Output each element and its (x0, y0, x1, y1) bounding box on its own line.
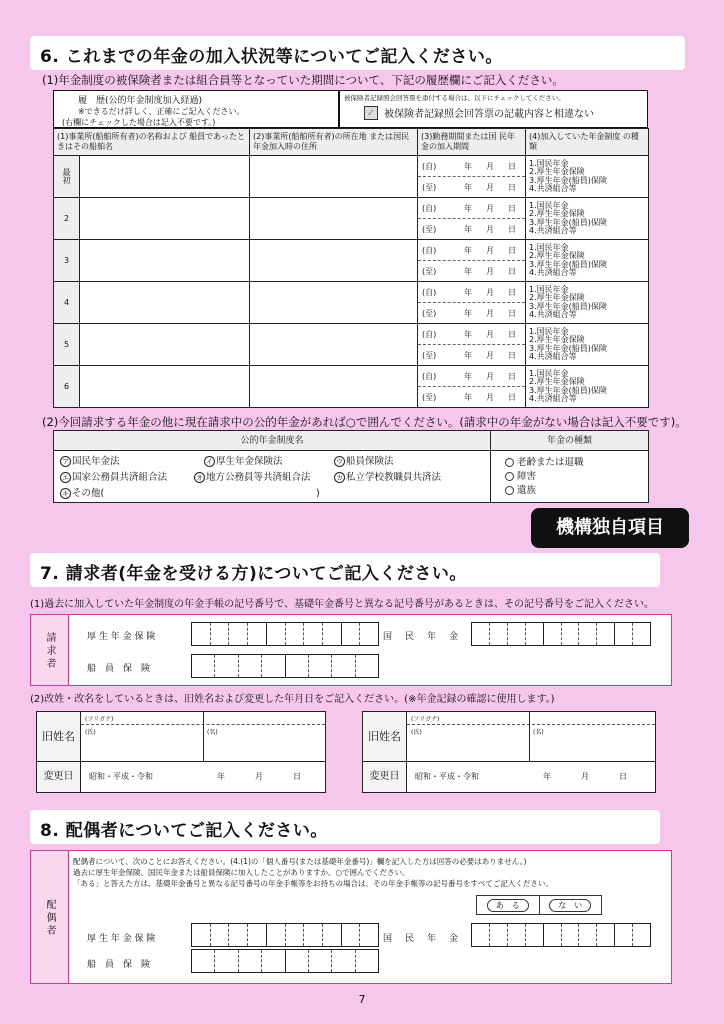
shurui-izoku-label: 遺族 (517, 484, 537, 496)
digit-cell[interactable] (562, 924, 580, 946)
seido-a: 国民年金法 (72, 456, 120, 467)
seido-cell (54, 451, 491, 503)
period-to[interactable]: (至) 年 月 日 (418, 219, 526, 240)
shurui-rourei[interactable] (505, 456, 634, 470)
seido-mark-o[interactable]: オ (196, 474, 203, 482)
digit-cell[interactable] (267, 623, 286, 645)
period-to[interactable]: (至) 年 月 日 (418, 303, 526, 324)
spouse-note2: 過去に厚生年金保険、国民年金または船員保険に加入したことがありますか。○で囲んでください。 (73, 868, 410, 877)
claimant-kosei-input[interactable] (191, 622, 379, 646)
kyu-name-input[interactable] (81, 712, 325, 762)
name-change-block (362, 711, 656, 793)
period-from[interactable]: (自) 年 月 日 (418, 240, 526, 261)
row-number: 3 (54, 240, 80, 282)
digit-cell[interactable] (544, 924, 562, 946)
business-name-input[interactable] (80, 366, 250, 408)
digit-cell[interactable] (472, 924, 490, 946)
claimant-kokumin-input[interactable] (471, 622, 651, 646)
seido-u: 船員保険法 (346, 456, 394, 467)
seido-ka: 私立学校教職員共済法 (346, 472, 442, 483)
month-label: 月 (255, 772, 263, 781)
digit-cell[interactable] (229, 924, 248, 946)
digit-cell[interactable] (239, 655, 262, 677)
shi-label: (氏) (411, 729, 422, 736)
seido-mark-e[interactable]: エ (62, 474, 69, 482)
spouse-box (30, 850, 672, 984)
digit-cell[interactable] (267, 924, 286, 946)
row-number: 5 (54, 324, 80, 366)
business-address-input[interactable] (250, 324, 418, 366)
period-from[interactable]: (自) 年 月 日 (418, 282, 526, 303)
aru-label: あ る (487, 899, 529, 912)
digit-cell[interactable] (562, 623, 580, 645)
digit-cell[interactable] (229, 623, 248, 645)
digit-cell[interactable] (360, 924, 378, 946)
seido-mark-ka[interactable]: カ (336, 474, 343, 482)
pension-kind-cell[interactable]: 1.国民年金 2.厚生年金保険 3.厚生年金(船員)保険 4.共済組合等 (526, 366, 649, 408)
henko-label: 変更日 (37, 762, 81, 792)
pension-kind-cell[interactable]: 1.国民年金 2.厚生年金保険 3.厚生年金(船員)保険 4.共済組合等 (526, 282, 649, 324)
claimant-kokumin-label: 国 民 年 金 (383, 632, 461, 642)
spouse-note1: 配偶者について、次のことにお答えください。(4.(1)の「個人番号(または基礎年金番号)」欄を記入した方は回答の必要はありません。) (73, 857, 527, 866)
business-address-input[interactable] (250, 198, 418, 240)
digit-cell[interactable] (248, 623, 267, 645)
year-label: 年 (217, 772, 225, 781)
history-row (54, 324, 649, 345)
year-label: 年 (543, 772, 551, 781)
digit-cell[interactable] (211, 623, 230, 645)
shurui-izoku[interactable] (505, 484, 634, 498)
digit-cell[interactable] (192, 623, 211, 645)
row-number: 2 (54, 198, 80, 240)
digit-cell[interactable] (342, 924, 361, 946)
records-checkbox[interactable]: ✓ (364, 106, 378, 120)
history-row (54, 156, 649, 177)
digit-cell[interactable] (211, 924, 230, 946)
s6-q1: (1)年金制度の被保険者または組合員等となっていた期間について、下記の履歴欄にご記入ください。 (42, 73, 564, 87)
digit-cell[interactable] (332, 950, 355, 972)
period-from[interactable]: (自) 年 月 日 (418, 156, 526, 177)
digit-cell[interactable] (262, 950, 285, 972)
shogai-circle-icon (505, 472, 514, 481)
row-number: 4 (54, 282, 80, 324)
nai-option[interactable] (540, 896, 602, 914)
spouse-kosei-label: 厚 生 年 金 保 険 (87, 934, 156, 944)
business-name-input[interactable] (80, 324, 250, 366)
digit-cell[interactable] (490, 623, 508, 645)
digit-cell[interactable] (323, 924, 342, 946)
digit-cell[interactable] (304, 623, 323, 645)
rireki-title: 履 歴(公的年金制度加入経過) (78, 96, 203, 106)
seido-mark-a[interactable]: ア (62, 458, 69, 466)
era-options[interactable]: 昭和・平成・令和 (415, 772, 479, 781)
digit-cell[interactable] (332, 655, 355, 677)
pension-claim-table (53, 430, 649, 503)
shurui-rourei-label: 老齢または退職 (517, 456, 584, 468)
digit-cell[interactable] (286, 924, 305, 946)
aru-option[interactable] (477, 896, 540, 914)
business-address-input[interactable] (250, 366, 418, 408)
shurui-cell (491, 451, 649, 503)
mei-label: (名) (207, 729, 218, 736)
nai-label: な い (549, 899, 591, 912)
check-note: 被保険者記録照会回答票を添付する場合は、以下にチェックしてください。 (344, 94, 565, 102)
business-address-input[interactable] (250, 240, 418, 282)
digit-cell[interactable] (544, 623, 562, 645)
s6-q2: (2)今回請求する年金の他に現在請求中の公的年金があれば○で囲んでください。(請求中の年金がない場合は記入不要です)。 (42, 415, 687, 429)
digit-cell[interactable] (248, 924, 267, 946)
rourei-circle-icon (505, 458, 514, 467)
digit-cell[interactable] (633, 924, 650, 946)
digit-cell[interactable] (309, 655, 332, 677)
s7-q1: (1)過去に加入していた年金制度の年金手帳の記号番号で、基礎年金番号と異なる記号番号があるときは、その記号番号をご記入ください。 (30, 599, 654, 610)
history-row (54, 198, 649, 219)
seido-close-paren: ) (316, 488, 320, 499)
check-box-area (339, 90, 648, 128)
pension-kind-cell[interactable]: 1.国民年金 2.厚生年金保険 3.厚生年金(船員)保険 4.共済組合等 (526, 240, 649, 282)
digit-cell[interactable] (579, 623, 597, 645)
izoku-circle-icon (505, 486, 514, 495)
spouse-note3: 「ある」と答えた方は、基礎年金番号と異なる記号番号の年金手帳等をお持ちの場合は、その年金手帳等の記号番号をすべてご記入ください。 (73, 879, 553, 888)
aru-nai-box (476, 895, 602, 915)
history-row (54, 282, 649, 303)
digit-cell[interactable] (192, 655, 215, 677)
business-address-input[interactable] (250, 282, 418, 324)
kikou-badge: 機構独自項目 (531, 508, 689, 548)
era-options[interactable]: 昭和・平成・令和 (89, 772, 153, 781)
digit-cell[interactable] (360, 623, 378, 645)
spouse-senin-input[interactable] (191, 949, 379, 973)
digit-cell[interactable] (633, 623, 650, 645)
digit-cell[interactable] (215, 950, 238, 972)
business-name-input[interactable] (80, 198, 250, 240)
period-from[interactable]: (自) 年 月 日 (418, 198, 526, 219)
digit-cell[interactable] (309, 950, 332, 972)
claimant-side-label: 請 求 者 (31, 615, 69, 685)
furigana-label: (フリガナ) (411, 716, 440, 723)
spouse-side-label: 配 偶 者 (31, 851, 69, 983)
shurui-shogai[interactable] (505, 470, 634, 484)
business-name-input[interactable] (80, 156, 250, 198)
digit-cell[interactable] (342, 623, 361, 645)
period-to[interactable]: (至) 年 月 日 (418, 261, 526, 282)
section-8-title: 8. 配偶者についてご記入ください。 (30, 810, 660, 844)
digit-cell[interactable] (192, 950, 215, 972)
digit-cell[interactable] (615, 924, 633, 946)
digit-cell[interactable] (526, 623, 544, 645)
henko-date-input[interactable] (407, 762, 655, 792)
claimant-senin-input[interactable] (191, 654, 379, 678)
digit-cell[interactable] (323, 623, 342, 645)
digit-cell[interactable] (286, 623, 305, 645)
rireki-note1: ※できるだけ詳しく、正確にご記入ください。 (78, 107, 245, 116)
day-label: 日 (619, 772, 627, 781)
digit-cell[interactable] (579, 924, 597, 946)
business-name-input[interactable] (80, 240, 250, 282)
section-7-title: 7. 請求者(年金を受ける方)についてご記入ください。 (30, 553, 660, 587)
seido-header: 公的年金制度名 (54, 431, 491, 451)
henko-date-input[interactable] (81, 762, 325, 792)
kyu-label: 旧姓名 (37, 712, 81, 762)
seido-mark-u[interactable]: ウ (336, 458, 343, 466)
henko-label: 変更日 (363, 762, 407, 792)
col-header-period: (3)勤務期間または国 民年金の加入期間 (418, 129, 526, 156)
section-6-title: 6. これまでの年金の加入状況等についてご記入ください。 (30, 36, 685, 70)
history-row (54, 240, 649, 261)
page-number: 7 (358, 993, 366, 1006)
shurui-header: 年金の種類 (491, 431, 649, 451)
pension-kind-cell[interactable]: 1.国民年金 2.厚生年金保険 3.厚生年金(船員)保険 4.共済組合等 (526, 156, 649, 198)
digit-cell[interactable] (508, 623, 526, 645)
mei-label: (名) (533, 729, 544, 736)
name-change-block (36, 711, 326, 793)
pension-kind-cell[interactable]: 1.国民年金 2.厚生年金保険 3.厚生年金(船員)保険 4.共済組合等 (526, 324, 649, 366)
rireki-box (53, 90, 339, 128)
claimant-kosei-label: 厚 生 年 金 保 険 (87, 632, 156, 642)
period-to[interactable]: (至) 年 月 日 (418, 177, 526, 198)
month-label: 月 (581, 772, 589, 781)
digit-cell[interactable] (526, 924, 544, 946)
business-address-input[interactable] (250, 156, 418, 198)
check-label: 被保険者記録照会回答票の記載内容と相違ない (384, 109, 594, 120)
shurui-shogai-label: 障害 (517, 470, 537, 482)
seido-i: 厚生年金保険法 (216, 456, 283, 467)
kyu-name-input[interactable] (407, 712, 655, 762)
spouse-kokumin-label: 国 民 年 金 (383, 934, 461, 944)
spouse-senin-label: 船 員 保 険 (87, 960, 151, 970)
digit-cell[interactable] (597, 924, 615, 946)
s7-q2: (2)改姓・改名をしているときは、旧姓名および変更した年月日をご記入ください。(※年金記録の確認に使用します。) (30, 694, 555, 705)
seido-mark-ki[interactable]: キ (62, 490, 69, 498)
period-from[interactable]: (自) 年 月 日 (418, 324, 526, 345)
kyu-label: 旧姓名 (363, 712, 407, 762)
business-name-input[interactable] (80, 282, 250, 324)
history-table (53, 128, 649, 408)
row-number: 最初 (54, 156, 80, 198)
digit-cell[interactable] (286, 655, 309, 677)
pension-kind-cell[interactable]: 1.国民年金 2.厚生年金保険 3.厚生年金(船員)保険 4.共済組合等 (526, 198, 649, 240)
digit-cell[interactable] (192, 924, 211, 946)
digit-cell[interactable] (286, 950, 309, 972)
digit-cell[interactable] (262, 655, 285, 677)
rireki-note2: (右欄にチェックした場合は記入不要です。) (62, 118, 216, 127)
shi-label: (氏) (85, 729, 96, 736)
seido-o: 地方公務員等共済組合法 (206, 472, 311, 483)
day-label: 日 (293, 772, 301, 781)
period-to[interactable]: (至) 年 月 日 (418, 345, 526, 366)
history-row (54, 366, 649, 387)
col-header-type: (4)加入していた年金制度 の種類 (526, 129, 649, 156)
digit-cell[interactable] (356, 655, 378, 677)
spouse-kokumin-input[interactable] (471, 923, 651, 947)
digit-cell[interactable] (356, 950, 378, 972)
row-number: 6 (54, 366, 80, 408)
claimant-number-box (30, 614, 672, 686)
col-header-name: (1)事業所(船舶所有者)の名称および 船員であったときはその船舶名 (54, 129, 250, 156)
digit-cell[interactable] (490, 924, 508, 946)
seido-mark-i[interactable]: イ (206, 458, 213, 466)
digit-cell[interactable] (508, 924, 526, 946)
col-header-address: (2)事業所(船舶所有者)の所在地 または国民年金加入時の住所 (250, 129, 418, 156)
furigana-label: (フリガナ) (85, 716, 114, 723)
digit-cell[interactable] (615, 623, 633, 645)
claimant-senin-label: 船 員 保 険 (87, 664, 151, 674)
seido-e: 国家公務員共済組合法 (72, 472, 168, 483)
digit-cell[interactable] (472, 623, 490, 645)
period-from[interactable]: (自) 年 月 日 (418, 366, 526, 387)
digit-cell[interactable] (597, 623, 615, 645)
digit-cell[interactable] (215, 655, 238, 677)
digit-cell[interactable] (239, 950, 262, 972)
spouse-kosei-input[interactable] (191, 923, 379, 947)
seido-ki: その他( (72, 488, 105, 499)
digit-cell[interactable] (304, 924, 323, 946)
period-to[interactable]: (至) 年 月 日 (418, 387, 526, 408)
